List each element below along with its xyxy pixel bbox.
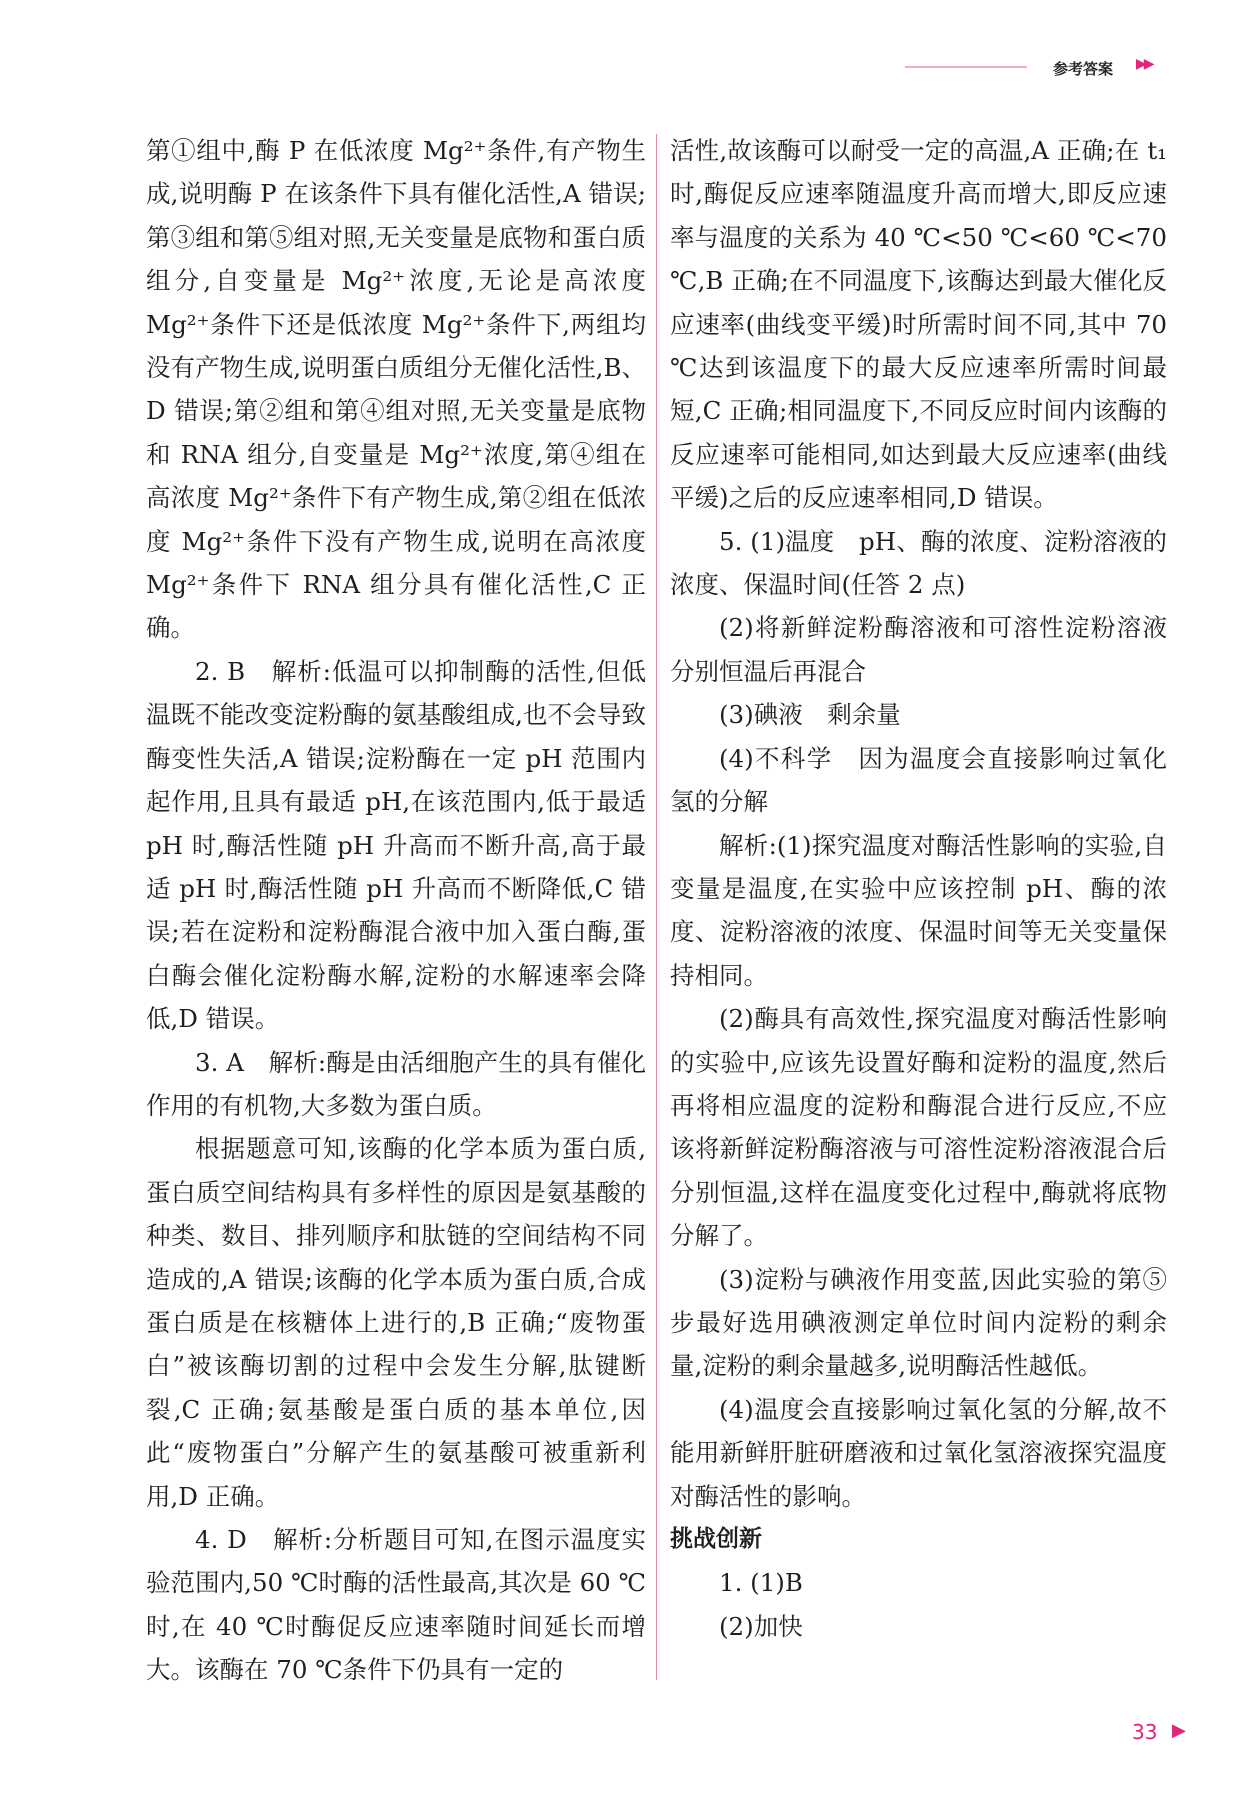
column-divider bbox=[656, 134, 657, 1680]
right-paragraph: 5. (1)温度 pH、酶的浓度、淀粉溶液的浓度、保温时间(任答 2 点) bbox=[670, 526, 1167, 600]
header-arrows-icon: ▶▶ bbox=[1136, 56, 1152, 72]
right-paragraph: (2)酶具有高效性,探究温度对酶活性影响的实验中,应该先设置好酶和淀粉的温度,然后再将相应温度的淀粉和酶混合进行反应,不应该将新鲜淀粉酶溶液与可溶性淀粉溶液混合后分别恒温,这样在温度变化过程中,酶就将底物分解了。 bbox=[670, 1004, 1167, 1251]
header-divider-line bbox=[905, 66, 1027, 68]
answer-line: 1. (1)B bbox=[719, 1568, 803, 1598]
left-paragraph: 2. B 解析:低温可以抑制酶的活性,但低温既不能改变淀粉酶的氨基酸组成,也不会导致酶变性失活,A 错误;淀粉酶在一定 pH 范围内起作用,且具有最适 pH,在该范围内,低于最适 pH 时,酶活性随 pH 升高而不断升高,高于最适 pH 时,酶活性随 pH 升高而不断降低,C 错误;若在淀粉和淀粉酶混合液中加入蛋白酶,蛋白酶会催化淀粉酶水解,淀粉的水解速率会降低,D 错误。 bbox=[146, 656, 646, 1034]
right-paragraph: (4)温度会直接影响过氧化氢的分解,故不能用新鲜肝脏研磨液和过氧化氢溶液探究温度对酶活性的影响。 bbox=[670, 1394, 1167, 1511]
right-paragraph: 活性,故该酶可以耐受一定的高温,A 正确;在 t₁ 时,酶促反应速率随温度升高而增大,即反应速率与温度的关系为 40 ℃<50 ℃<60 ℃<70 ℃,B 正确;在不同温度下,该酶达到最大催化反应速率(曲线变平缓)时所需时间不同,其中 70 ℃达到该温度下的最大反应速率所需时间最短,C 正确;相同温度下,不同反应时间内该酶的反应速率可能相同,如达到最大反应速率(曲线平缓)之后的反应速率相同,D 错误。 bbox=[670, 136, 1167, 513]
right-column bbox=[670, 129, 1167, 1648]
right-paragraph: (3)碘液 剩余量 bbox=[719, 700, 901, 730]
left-column bbox=[146, 129, 646, 1692]
right-paragraph: (2)将新鲜淀粉酶溶液和可溶性淀粉溶液分别恒温后再混合 bbox=[670, 613, 1167, 686]
left-paragraph: 4. D 解析:分析题目可知,在图示温度实验范围内,50 ℃时酶的活性最高,其次是 60 ℃时,在 40 ℃时酶促反应速率随时间延长而增大。该酶在 70 ℃条件下仍具有一定的 bbox=[146, 1525, 646, 1685]
section-heading: 挑战创新 bbox=[670, 1526, 762, 1552]
right-paragraph: (4)不科学 因为温度会直接影响过氧化氢的分解 bbox=[670, 743, 1167, 817]
left-paragraph: 根据题意可知,该酶的化学本质为蛋白质,蛋白质空间结构具有多样性的原因是氨基酸的种类、数目、排列顺序和肽链的空间结构不同造成的,A 错误;该酶的化学本质为蛋白质,合成蛋白质是在核糖体上进行的,B 正确;“废物蛋白”被该酶切割的过程中会发生分解,肽键断裂,C 正确;氨基酸是蛋白质的基本单位,因此“废物蛋白”分解产生的氨基酸可被重新利用,D 正确。 bbox=[146, 1134, 646, 1511]
left-paragraph: 第①组中,酶 P 在低浓度 Mg²⁺条件,有产物生成,说明酶 P 在该条件下具有催化活性,A 错误;第③组和第⑤组对照,无关变量是底物和蛋白质组分,自变量是 Mg²⁺浓度,无论是高浓度 Mg²⁺条件下还是低浓度 Mg²⁺条件下,两组均没有产物生成,说明蛋白质组分无催化活性,B、D 错误;第②组和第④组对照,无关变量是底物和 RNA 组分,自变量是 Mg²⁺浓度,第④组在高浓度 Mg²⁺条件下有产物生成,第②组在低浓度 Mg²⁺条件下没有产物生成,说明在高浓度 Mg²⁺条件下 RNA 组分具有催化活性,C 正确。 bbox=[146, 136, 646, 643]
right-paragraph: (3)淀粉与碘液作用变蓝,因此实验的第⑤步最好选用碘液测定单位时间内淀粉的剩余量,淀粉的剩余量越多,说明酶活性越低。 bbox=[670, 1264, 1167, 1381]
left-paragraph: 3. A 解析:酶是由活细胞产生的具有催化作用的有机物,大多数为蛋白质。 bbox=[146, 1047, 646, 1120]
header-title: 参考答案 bbox=[1053, 60, 1114, 78]
answer-line: (2)加快 bbox=[719, 1611, 803, 1641]
right-paragraph: 解析:(1)探究温度对酶活性影响的实验,自变量是温度,在实验中应该控制 pH、酶的浓度、淀粉溶液的浓度、保温时间等无关变量保持相同。 bbox=[670, 830, 1167, 990]
page-number: 33 bbox=[1132, 1720, 1158, 1744]
page-arrow-icon: ▶ bbox=[1172, 1720, 1186, 1741]
